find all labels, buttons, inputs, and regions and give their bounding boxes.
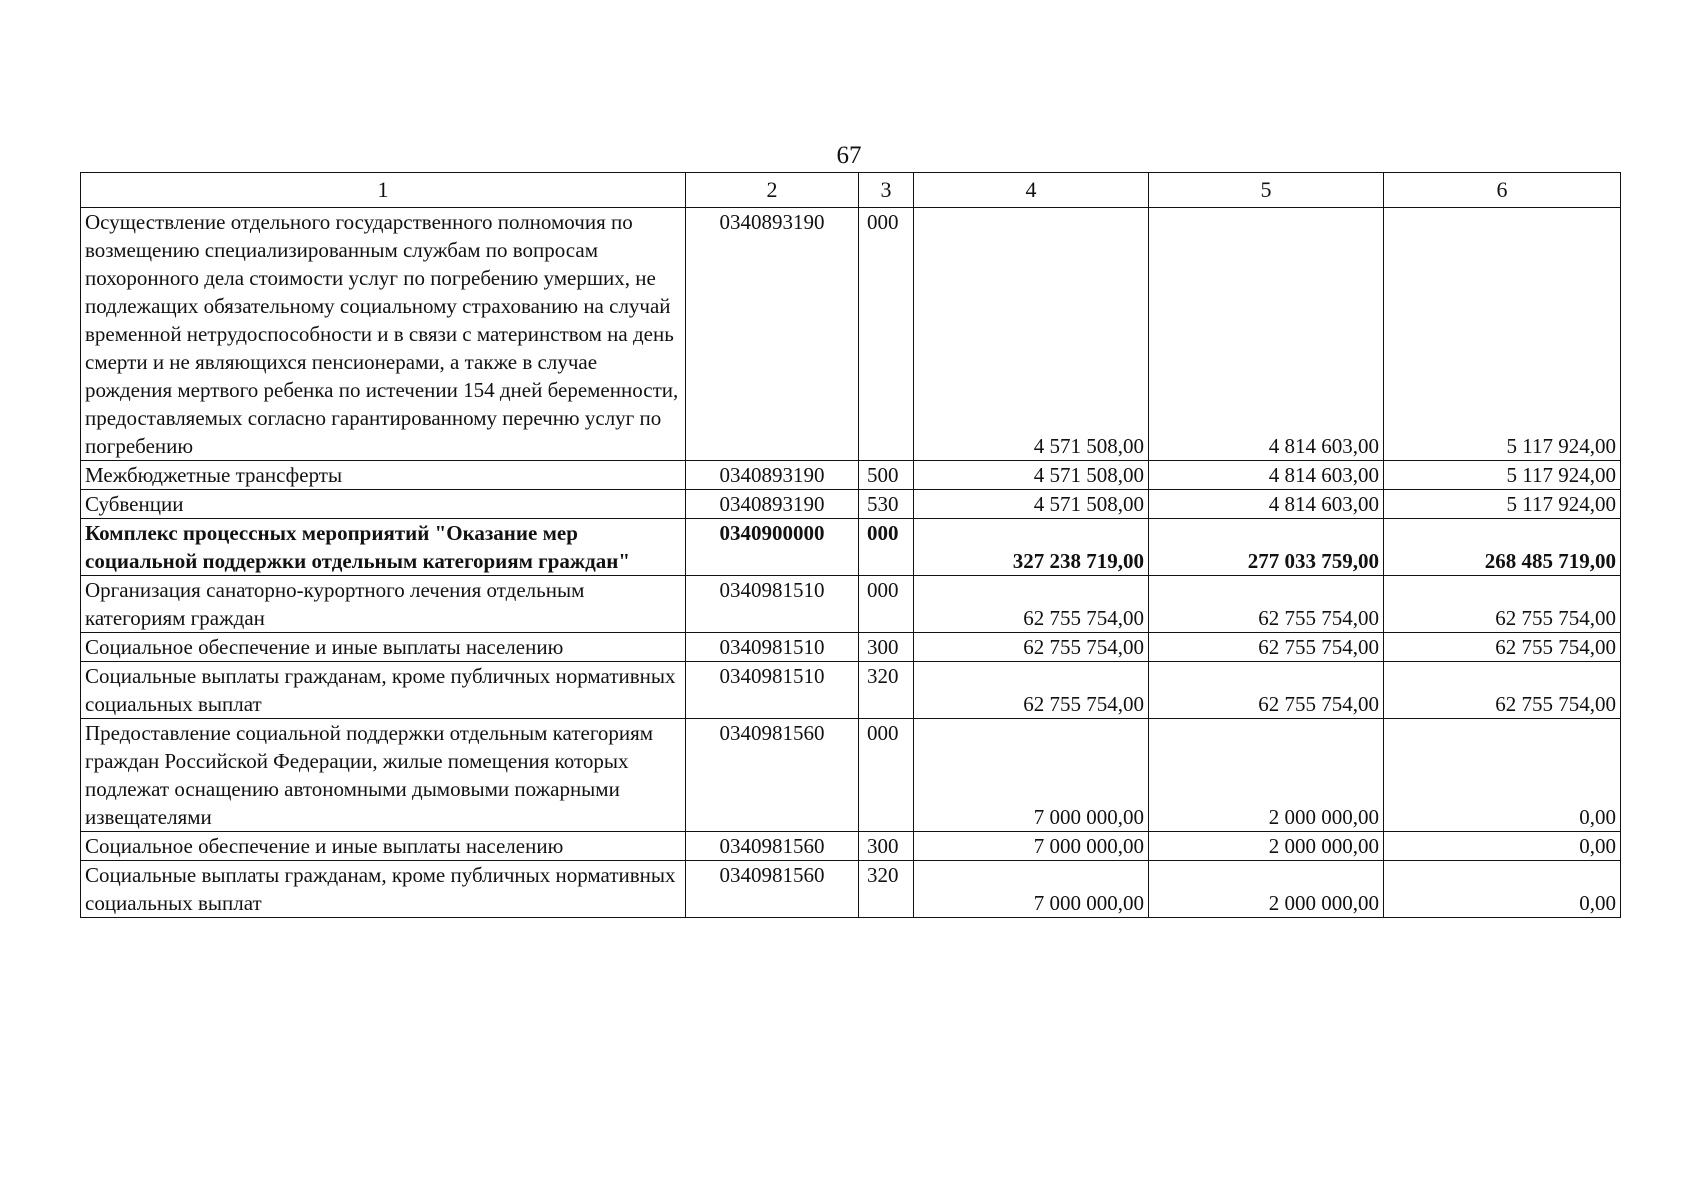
amount-col-6: 0,00 — [1384, 861, 1621, 918]
table-row — [81, 633, 1621, 662]
row-name: Социальное обеспечение и иные выплаты населению — [81, 633, 686, 662]
amount-col-4: 7 000 000,00 — [914, 861, 1149, 918]
amount-col-6: 5 117 924,00 — [1384, 208, 1621, 461]
row-name: Комплекс процессных мероприятий "Оказание мер социальной поддержки отдельным категориям граждан" — [81, 519, 686, 576]
amount-col-4: 62 755 754,00 — [914, 662, 1149, 719]
expense-type: 530 — [859, 490, 914, 519]
table-row-program-total — [81, 519, 1621, 576]
amount-col-5: 4 814 603,00 — [1149, 461, 1384, 490]
amount-col-6: 62 755 754,00 — [1384, 576, 1621, 633]
table-row — [81, 662, 1621, 719]
amount-col-4: 4 571 508,00 — [914, 208, 1149, 461]
expense-type: 320 — [859, 861, 914, 918]
table-row — [81, 490, 1621, 519]
expense-type: 320 — [859, 662, 914, 719]
amount-col-5: 4 814 603,00 — [1149, 208, 1384, 461]
target-code: 0340981510 — [686, 662, 859, 719]
table-row — [81, 832, 1621, 861]
amount-col-5: 4 814 603,00 — [1149, 490, 1384, 519]
amount-col-5: 277 033 759,00 — [1149, 519, 1384, 576]
row-name: Социальные выплаты гражданам, кроме публичных нормативных социальных выплат — [81, 662, 686, 719]
row-name: Предоставление социальной поддержки отдельным категориям граждан Российской Федерации, жилые помещения которых подлежат оснащению автономными дымовыми пожарными извещателями — [81, 719, 686, 832]
target-code: 0340981560 — [686, 832, 859, 861]
column-number-row — [81, 173, 1621, 208]
target-code: 0340900000 — [686, 519, 859, 576]
expense-type: 300 — [859, 832, 914, 861]
column-header-5: 5 — [1149, 173, 1384, 208]
target-code: 0340981560 — [686, 719, 859, 832]
amount-col-4: 327 238 719,00 — [914, 519, 1149, 576]
amount-col-4: 4 571 508,00 — [914, 490, 1149, 519]
amount-col-5: 2 000 000,00 — [1149, 861, 1384, 918]
expense-type: 500 — [859, 461, 914, 490]
table-row — [81, 208, 1621, 461]
amount-col-5: 2 000 000,00 — [1149, 719, 1384, 832]
row-name: Осуществление отдельного государственного полномочия по возмещению специализированным службам по вопросам похоронного дела стоимости услуг по погребению умерших, не подлежащих обязательному социальному страхованию на случай временной нетрудоспособности и в связи с материнством на день смерти и не являющихся пенсионерами, а также в случае рождения мертвого ребенка по истечении 154 дней беременности, предоставляемых согласно гарантированному перечню услуг по погребению — [81, 208, 686, 461]
row-name: Социальное обеспечение и иные выплаты населению — [81, 832, 686, 861]
target-code: 0340981510 — [686, 633, 859, 662]
amount-col-6: 0,00 — [1384, 832, 1621, 861]
expense-type: 000 — [859, 519, 914, 576]
amount-col-5: 62 755 754,00 — [1149, 633, 1384, 662]
amount-col-6: 268 485 719,00 — [1384, 519, 1621, 576]
target-code: 0340893190 — [686, 208, 859, 461]
column-header-6: 6 — [1384, 173, 1621, 208]
table-row — [81, 576, 1621, 633]
page-number: 67 — [836, 142, 862, 169]
amount-col-6: 62 755 754,00 — [1384, 662, 1621, 719]
target-code: 0340893190 — [686, 490, 859, 519]
row-name: Субвенции — [81, 490, 686, 519]
amount-col-5: 62 755 754,00 — [1149, 662, 1384, 719]
target-code: 0340981510 — [686, 576, 859, 633]
row-name: Организация санаторно-курортного лечения отдельным категориям граждан — [81, 576, 686, 633]
row-name: Социальные выплаты гражданам, кроме публичных нормативных социальных выплат — [81, 861, 686, 918]
expense-type: 000 — [859, 576, 914, 633]
amount-col-6: 5 117 924,00 — [1384, 490, 1621, 519]
target-code: 0340981560 — [686, 861, 859, 918]
target-code: 0340893190 — [686, 461, 859, 490]
column-header-1: 1 — [81, 173, 686, 208]
expense-type: 000 — [859, 719, 914, 832]
amount-col-5: 2 000 000,00 — [1149, 832, 1384, 861]
row-name: Межбюджетные трансферты — [81, 461, 686, 490]
amount-col-4: 7 000 000,00 — [914, 719, 1149, 832]
column-header-4: 4 — [914, 173, 1149, 208]
table-row — [81, 861, 1621, 918]
amount-col-6: 0,00 — [1384, 719, 1621, 832]
amount-col-4: 7 000 000,00 — [914, 832, 1149, 861]
amount-col-5: 62 755 754,00 — [1149, 576, 1384, 633]
table-row — [81, 719, 1621, 832]
budget-table — [80, 172, 1621, 918]
amount-col-4: 4 571 508,00 — [914, 461, 1149, 490]
table-row — [81, 461, 1621, 490]
expense-type: 300 — [859, 633, 914, 662]
amount-col-6: 62 755 754,00 — [1384, 633, 1621, 662]
column-header-2: 2 — [686, 173, 859, 208]
amount-col-6: 5 117 924,00 — [1384, 461, 1621, 490]
amount-col-4: 62 755 754,00 — [914, 576, 1149, 633]
expense-type: 000 — [859, 208, 914, 461]
amount-col-4: 62 755 754,00 — [914, 633, 1149, 662]
column-header-3: 3 — [859, 173, 914, 208]
